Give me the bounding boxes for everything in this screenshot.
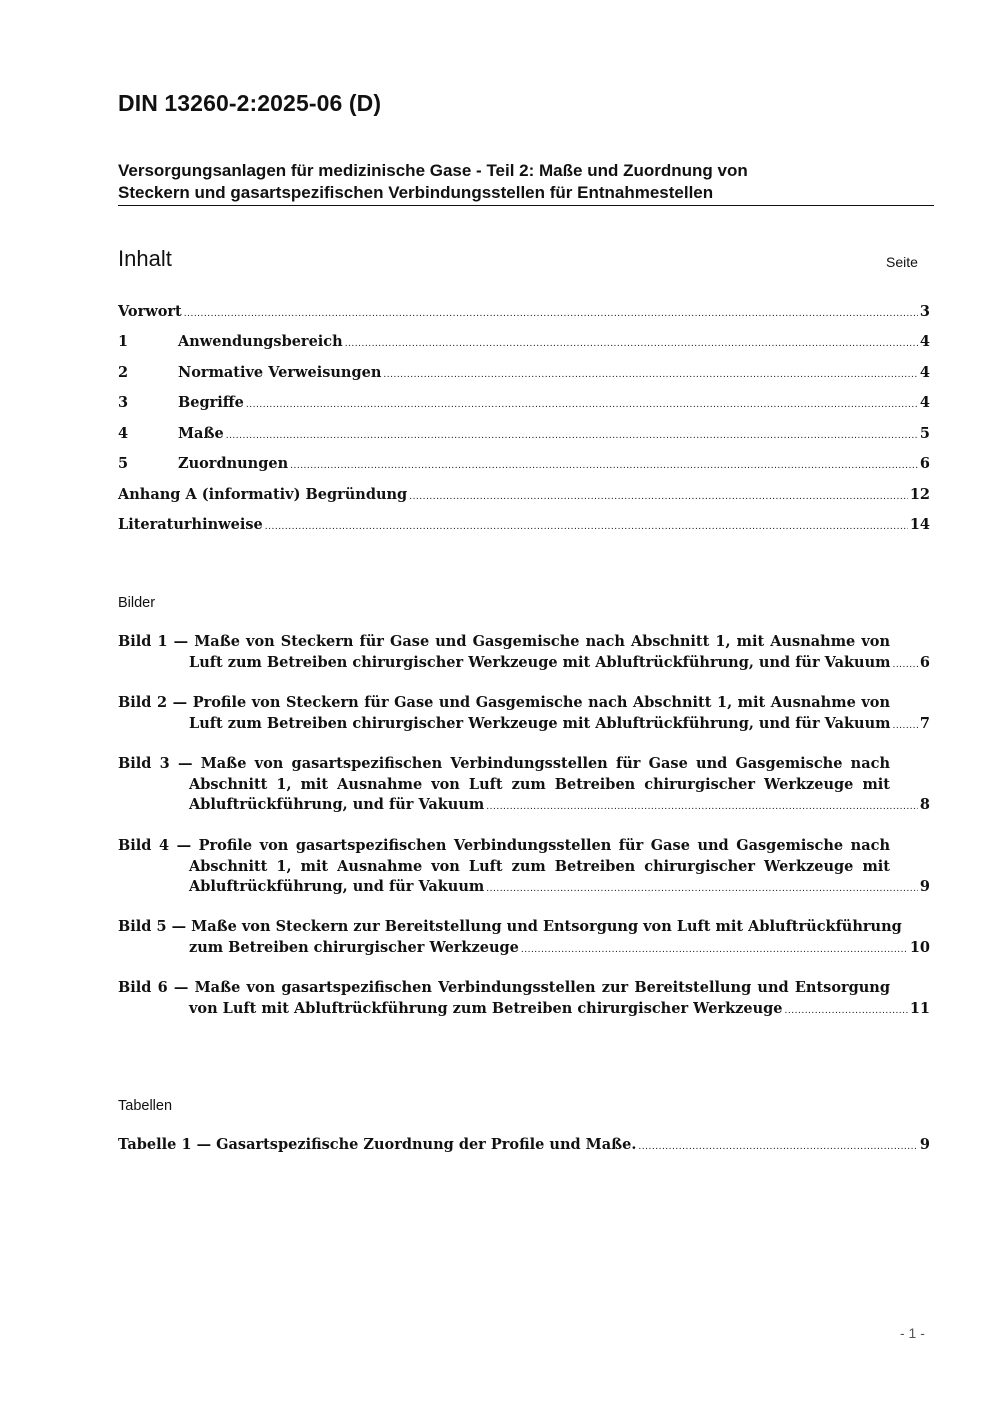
dot-leader bbox=[638, 1137, 917, 1153]
dot-leader bbox=[345, 334, 918, 350]
toc-entry-number: 3 bbox=[118, 394, 129, 411]
figure-entry-caption-end: zum Betreiben chirurgischer Werkzeuge bbox=[189, 938, 519, 956]
figure-entry-last-line bbox=[118, 714, 930, 737]
figure-entry-caption-end: Abluftrückführung, und für Vakuum bbox=[189, 878, 485, 895]
figure-entry-page: 9 bbox=[919, 878, 930, 895]
page-number: - 1 - bbox=[900, 1325, 925, 1341]
toc-entry-title: Anwendungsbereich bbox=[178, 333, 343, 350]
dot-leader bbox=[521, 938, 908, 961]
dot-leader bbox=[892, 653, 917, 676]
toc-entry[interactable] bbox=[118, 425, 930, 445]
figure-entry-caption-line: Bild 4 — Profile von gasartspezifischen Verbindungsstellen für Gase und Gasgemische nach bbox=[118, 837, 890, 854]
figure-entry-caption-line: Bild 2 — Profile von Steckern für Gase und Gasgemische nach Abschnitt 1, mit Ausnahme von bbox=[118, 694, 890, 711]
document-title-line-2: Steckern und gasartspezifischen Verbindungsstellen für Entnahmestellen bbox=[118, 183, 714, 202]
toc-entry-number: 1 bbox=[118, 333, 129, 350]
figure-entry-caption-end: Abluftrückführung, und für Vakuum bbox=[189, 796, 485, 813]
toc-entry-title: Vorwort bbox=[118, 303, 182, 320]
dot-leader bbox=[265, 517, 908, 533]
figure-entry-caption-end: von Luft mit Abluftrückführung zum Betreiben chirurgischer Werkzeuge bbox=[189, 999, 783, 1017]
toc-entry-number: 5 bbox=[118, 455, 129, 472]
figure-entry-last-line bbox=[118, 795, 930, 818]
document-title bbox=[118, 160, 930, 204]
toc-entry-page: 6 bbox=[919, 455, 930, 472]
figure-entry[interactable] bbox=[118, 632, 930, 675]
toc-entry[interactable] bbox=[118, 394, 930, 414]
figures-heading: Bilder bbox=[118, 595, 156, 611]
toc-entry-page: 12 bbox=[909, 486, 930, 503]
title-divider bbox=[118, 205, 934, 206]
figure-entry[interactable] bbox=[118, 693, 930, 736]
toc-entry-page: 5 bbox=[919, 425, 930, 442]
figure-entry-page: 10 bbox=[909, 938, 930, 956]
figure-entry-last-line bbox=[118, 938, 930, 961]
figure-entry-caption-line: Abschnitt 1, mit Ausnahme von Luft zum Betreiben chirurgischer Werkzeuge mit bbox=[189, 857, 890, 875]
toc-entry[interactable] bbox=[118, 486, 930, 506]
figure-entry[interactable] bbox=[118, 836, 930, 900]
document-id: DIN 13260-2:2025-06 (D) bbox=[118, 90, 382, 116]
figure-entry-last-line bbox=[118, 653, 930, 676]
figure-entry-caption-line: Bild 1 — Maße von Steckern für Gase und Gasgemische nach Abschnitt 1, mit Ausnahme von bbox=[118, 633, 890, 650]
figure-entry-caption-line: Abschnitt 1, mit Ausnahme von Luft zum Betreiben chirurgischer Werkzeuge mit bbox=[189, 775, 890, 793]
figure-entry-last-line bbox=[118, 999, 930, 1022]
dot-leader bbox=[892, 714, 917, 737]
dot-leader bbox=[246, 395, 918, 411]
figure-entry[interactable] bbox=[118, 917, 930, 960]
table-entry-page: 9 bbox=[919, 1136, 930, 1153]
toc-entry-title: Normative Verweisungen bbox=[178, 364, 382, 381]
table-entry-title: Tabelle 1 — Gasartspezifische Zuordnung der Profile und Maße. bbox=[118, 1136, 637, 1153]
toc-entry[interactable] bbox=[118, 303, 930, 323]
toc-entry[interactable] bbox=[118, 333, 930, 353]
figure-entry-caption-line: Bild 3 — Maße von gasartspezifischen Verbindungsstellen für Gase und Gasgemische nach bbox=[118, 755, 890, 772]
toc-entry-page: 3 bbox=[919, 303, 930, 320]
dot-leader bbox=[184, 304, 918, 320]
figure-entry-page: 8 bbox=[919, 796, 930, 813]
figure-entry-page: 6 bbox=[919, 653, 930, 671]
figure-entry[interactable] bbox=[118, 754, 930, 818]
figure-entry-caption-line: Bild 6 — Maße von gasartspezifischen Verbindungsstellen zur Bereitstellung und Entsorgung bbox=[118, 979, 890, 996]
dot-leader bbox=[409, 487, 908, 503]
toc-entry[interactable] bbox=[118, 516, 930, 536]
page-column-label: Seite bbox=[886, 254, 918, 270]
dot-leader bbox=[785, 999, 908, 1022]
figure-entry-page: 11 bbox=[909, 999, 930, 1017]
toc-entry-title: Maße bbox=[178, 425, 224, 442]
figure-entry-caption-line: Bild 5 — Maße von Steckern zur Bereitstellung und Entsorgung von Luft mit Abluftrückführung bbox=[118, 918, 902, 935]
toc-heading: Inhalt bbox=[118, 246, 172, 271]
toc-entry-title: Zuordnungen bbox=[178, 455, 289, 472]
dot-leader bbox=[226, 426, 918, 442]
figure-entry-caption-end: Luft zum Betreiben chirurgischer Werkzeuge mit Abluftrückführung, und für Vakuum bbox=[189, 714, 891, 732]
toc-entry-page: 14 bbox=[909, 516, 930, 533]
toc-entry-title: Literaturhinweise bbox=[118, 516, 263, 533]
toc-entry-number: 2 bbox=[118, 364, 129, 381]
toc-entry-page: 4 bbox=[919, 364, 930, 381]
figure-entry-page: 7 bbox=[919, 714, 930, 732]
figure-entry[interactable] bbox=[118, 978, 930, 1021]
dot-leader bbox=[383, 365, 918, 381]
toc-entry-title: Begriffe bbox=[178, 394, 244, 411]
toc-entry[interactable] bbox=[118, 364, 930, 384]
dot-leader bbox=[486, 795, 918, 818]
tables-heading: Tabellen bbox=[118, 1098, 173, 1114]
toc-entry[interactable] bbox=[118, 455, 930, 475]
dot-leader bbox=[290, 456, 918, 472]
toc-entry-number: 4 bbox=[118, 425, 129, 442]
figure-entry-last-line bbox=[118, 877, 930, 900]
toc-entry-page: 4 bbox=[919, 394, 930, 411]
dot-leader bbox=[486, 877, 918, 900]
figure-entry-caption-end: Luft zum Betreiben chirurgischer Werkzeuge mit Abluftrückführung, und für Vakuum bbox=[189, 653, 891, 671]
toc-entry-title: Anhang A (informativ) Begründung bbox=[118, 486, 408, 503]
document-title-line-1: Versorgungsanlagen für medizinische Gase - Teil 2: Maße und Zuordnung von bbox=[118, 161, 748, 180]
toc-entry-page: 4 bbox=[919, 333, 930, 350]
table-entry[interactable] bbox=[118, 1136, 930, 1156]
